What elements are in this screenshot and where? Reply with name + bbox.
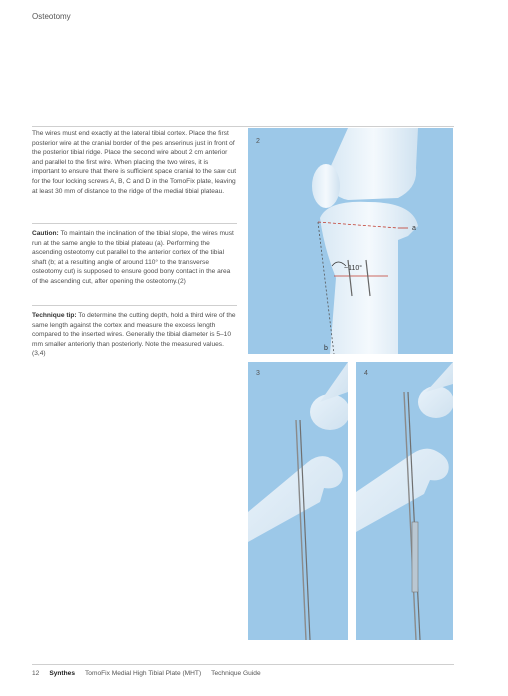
caution-text: To maintain the inclination of the tibial slope, the wires must run at the same angle to the tibial plateau (a). Performing the ascending osteotomy cut parallel to the anterior cortex of the tibial shaft (b; at a resulting angle of around 110° to the transverse osteotomy cut) is supposed to ensure good bony contact in the area of the ascending cut, after opening the osteotomy.(2) (32, 230, 234, 285)
tibia-lateral-view (356, 449, 449, 532)
figure-2-illustration (248, 128, 453, 354)
tibia-lateral-view (248, 456, 343, 542)
footer-guide: Technique Guide (211, 670, 261, 677)
figure-2-number: 2 (256, 138, 260, 145)
running-header: Osteotomy (32, 12, 71, 21)
figure-4 (356, 362, 453, 640)
page-footer (32, 670, 261, 677)
figure-3 (248, 362, 348, 640)
femur-shape (329, 128, 418, 200)
footer-title: TomoFix Medial High Tibial Plate (MHT) (85, 670, 202, 677)
caution-block (32, 229, 237, 287)
femur-condyle (418, 386, 453, 418)
body-text-column (32, 129, 237, 196)
footer-rule (32, 664, 454, 665)
figure-4-illustration (356, 362, 453, 640)
tip-text: To determine the cutting depth, hold a third wire of the same length against the cortex and measure the excess length compared to the inserted wires. Generally the tibial diameter is 5–10 mm smaller anteriorly than posteriorly. Note the measured values.(3,4) (32, 312, 236, 358)
paragraph-wires: The wires must end exactly at the lateral tibial cortex. Place the first posterior wire at the cranial border of the pes anserinus just in front of the posterior tibial ridge. Place the second wire about 2 cm anterior and parallel to the first wire. When placing the two wires, it is important to ensure that there is sufficient space cranial to the saw cut for the four locking screws A, B, C and D in the TomoFix plate, leaving at least 30 mm of distance to the ridge of the medial tibial plateau. (32, 130, 237, 195)
femur-shaft (320, 362, 348, 402)
page-number: 12 (32, 670, 40, 677)
tibia-shape (320, 202, 418, 354)
angle-label: ~110° (344, 265, 363, 272)
figure-2 (248, 128, 453, 354)
figure-4-number: 4 (364, 370, 368, 377)
femur-condyle (310, 394, 348, 430)
caution-label: Caution: (32, 230, 59, 237)
measuring-ruler (412, 522, 418, 592)
tip-label: Technique tip: (32, 312, 77, 319)
footer-brand: Synthes (49, 670, 75, 677)
label-b: b (324, 345, 328, 352)
label-a: a (412, 225, 416, 232)
caution-rule (32, 223, 237, 224)
figure-3-illustration (248, 362, 348, 640)
tip-rule (32, 305, 237, 306)
top-rule (32, 126, 454, 127)
patella-shape (312, 164, 340, 208)
technique-tip-block (32, 311, 237, 359)
figure-3-number: 3 (256, 370, 260, 377)
